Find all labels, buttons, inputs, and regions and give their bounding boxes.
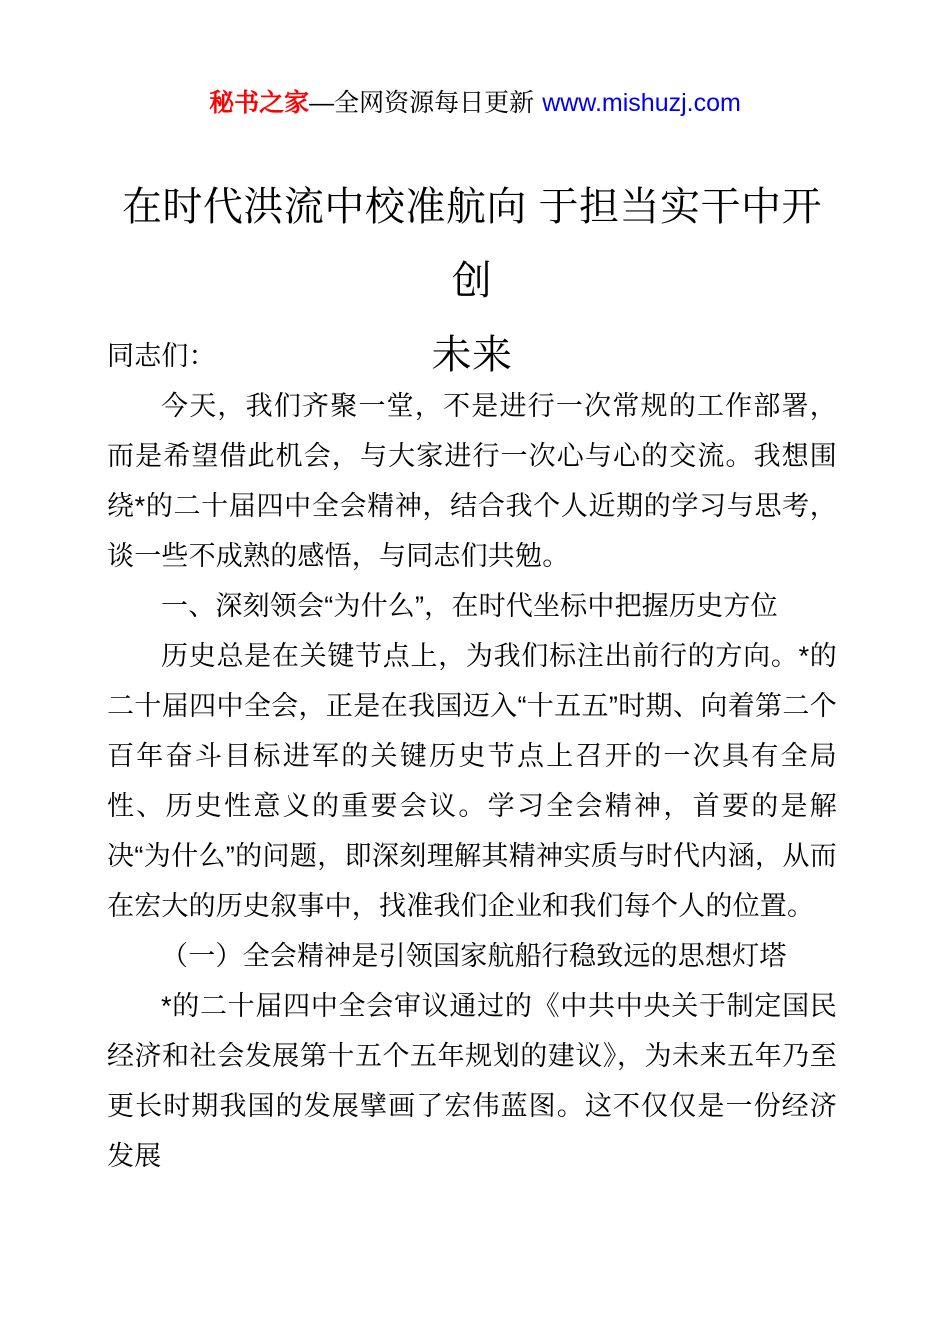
paragraph-intro: 今天，我们齐聚一堂，不是进行一次常规的工作部署，而是希望借此机会，与大家进行一次心与心的交流。我想围绕*的二十届四中全会精神，结合我个人近期的学习与思考，谈一些不成熟的感悟，与同志们共勉。 <box>107 391 837 571</box>
header-separator: — <box>309 89 335 117</box>
salutation: 同志们： <box>107 341 216 371</box>
section-1-heading: 一、深刻领会“为什么”，在时代坐标中把握历史方位 <box>161 591 778 621</box>
section-1-paragraph: 历史总是在关键节点上，为我们标注出前行的方向。*的二十届四中全会，正是在我国迈入“十五五”时期、向着第二个百年奋斗目标进军的关键历史节点上召开的一次具有全局性、历史性意义的重要会议。学习全会精神，首要的是解决“为什么”的问题，即深刻理解其精神实质与时代内涵，从而在宏大的历史叙事中，找准我们企业和我们每个人的位置。 <box>107 641 837 921</box>
document-body <box>107 331 837 1181</box>
header-tagline: 全网资源每日更新 <box>334 89 535 117</box>
site-name-text: 秘书之家 <box>209 89 310 117</box>
title-line-1: 在时代洪流中校准航向 于担当实干中开创 <box>121 185 823 303</box>
subsection-1-1-paragraph: *的二十届四中全会审议通过的《中共中央关于制定国民经济和社会发展第十五个五年规划的建议》，为未来五年乃至更长时期我国的发展擘画了宏伟蓝图。这不仅仅是一份经济发展 <box>107 991 837 1171</box>
subsection-1-1-heading: （一）全会精神是引领国家航船行稳致远的思想灯塔 <box>161 941 787 971</box>
document-header <box>0 88 950 118</box>
title-line-2: 未来 <box>431 333 513 377</box>
site-url-link[interactable]: www.mishuzj.com <box>542 89 741 117</box>
